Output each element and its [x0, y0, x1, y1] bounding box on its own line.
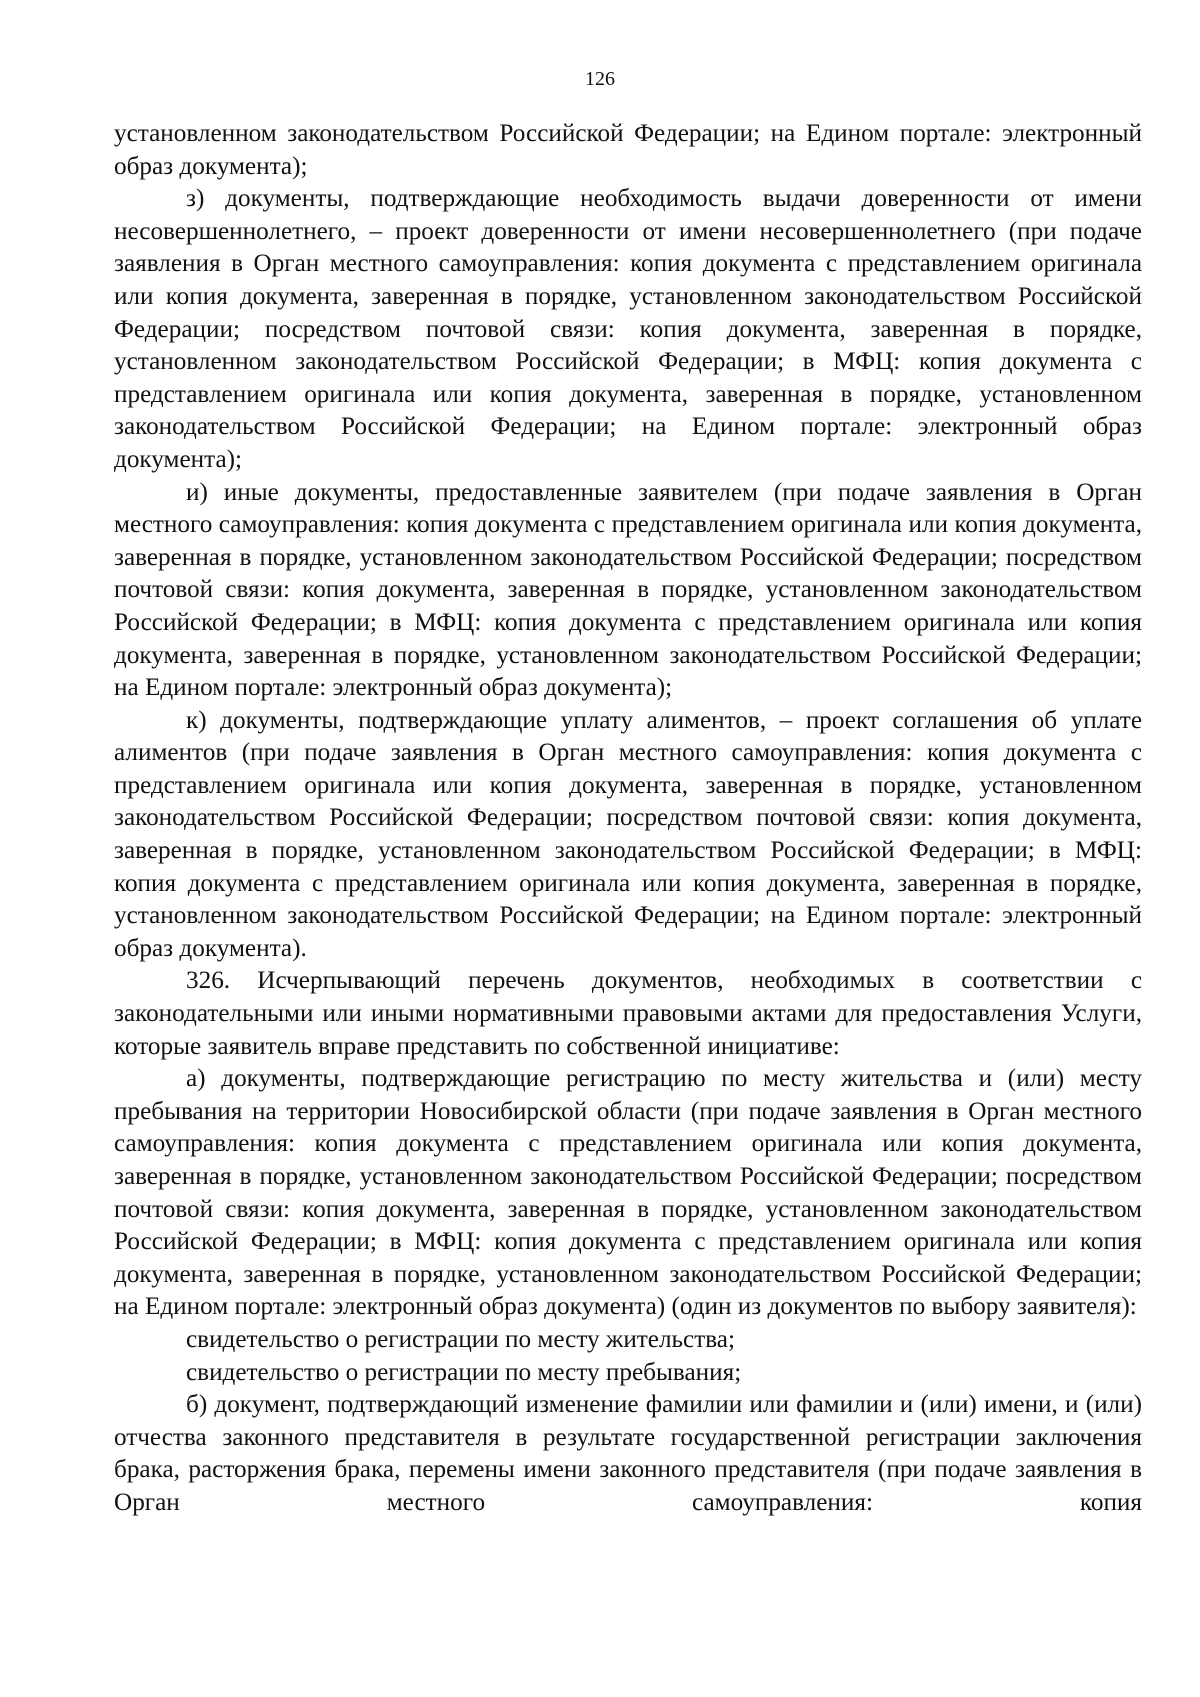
paragraph-continuation: установленном законодательством Российской Федерации; на Едином портале: электронный образ документа);	[114, 120, 1142, 180]
paragraph-item-i: и) иные документы, предоставленные заявителем (при подаче заявления в Орган местного самоуправления: копия документа с представлением оригинала или копия документа, заверенная в порядке, установленном законодательством Российской Федерации; посредством почтовой связи: копия документа, заверенная в порядке, установленном законодательством Российской Федерации; в МФЦ: копия документа с представлением оригинала или копия документа, заверенная в порядке, установленном законодательством Российской Федерации; на Едином портале: электронный образ документа);	[114, 478, 1142, 702]
paragraph-item-z: з) документы, подтверждающие необходимость выдачи доверенности от имени несовершеннолетнего, – проект доверенности от имени несовершеннолетнего (при подаче заявления в Орган местного самоуправления: копия документа с представлением оригинала или копия документа, заверенная в порядке, установленном законодательством Российской Федерации; посредством почтовой связи: копия документа, заверенная в порядке, установленном законодательством Российской Федерации; в МФЦ: копия документа с представлением оригинала или копия документа, заверенная в порядке, установленном законодательством Российской Федерации; на Едином портале: электронный образ документа);	[114, 185, 1142, 473]
list-item-registration-residence: свидетельство о регистрации по месту жительства;	[186, 1325, 735, 1353]
paragraph-item-a: а) документы, подтверждающие регистрацию по месту жительства и (или) месту пребывания на территории Новосибирской области (при подаче заявления в Орган местного самоуправления: копия документа с представлением оригинала или копия документа, заверенная в порядке, установленном законодательством Российской Федерации; посредством почтовой связи: копия документа, заверенная в порядке, установленном законодательством Российской Федерации; в МФЦ: копия документа с представлением оригинала или копия документа, заверенная в порядке, установленном законодательством Российской Федерации; на Едином портале: электронный образ документа) (один из документов по выбору заявителя):	[114, 1065, 1142, 1321]
paragraph-item-b: б) документ, подтверждающий изменение фамилии или фамилии и (или) имени, и (или) отчества законного представителя в результате государственной регистрации заключения брака, расторжения брака, перемены имени законного представителя (при подаче заявления в Орган местного самоуправления: копия	[114, 1391, 1142, 1516]
document-body	[114, 118, 1142, 1520]
paragraph-item-k: к) документы, подтверждающие уплату алиментов, – проект соглашения об уплате алиментов (при подаче заявления в Орган местного самоуправления: копия документа с представлением оригинала или копия документа, заверенная в порядке, установленном законодательством Российской Федерации; посредством почтовой связи: копия документа, заверенная в порядке, установленном законодательством Российской Федерации; в МФЦ: копия документа с представлением оригинала или копия документа, заверенная в порядке, установленном законодательством Российской Федерации; на Едином портале: электронный образ документа).	[114, 706, 1142, 962]
paragraph-section-326: 326. Исчерпывающий перечень документов, необходимых в соответствии с законодательными или иными нормативными правовыми актами для предоставления Услуги, которые заявитель вправе представить по собственной инициативе:	[114, 967, 1142, 1060]
list-item-registration-stay: свидетельство о регистрации по месту пребывания;	[186, 1358, 742, 1386]
page-number: 126	[585, 68, 615, 90]
